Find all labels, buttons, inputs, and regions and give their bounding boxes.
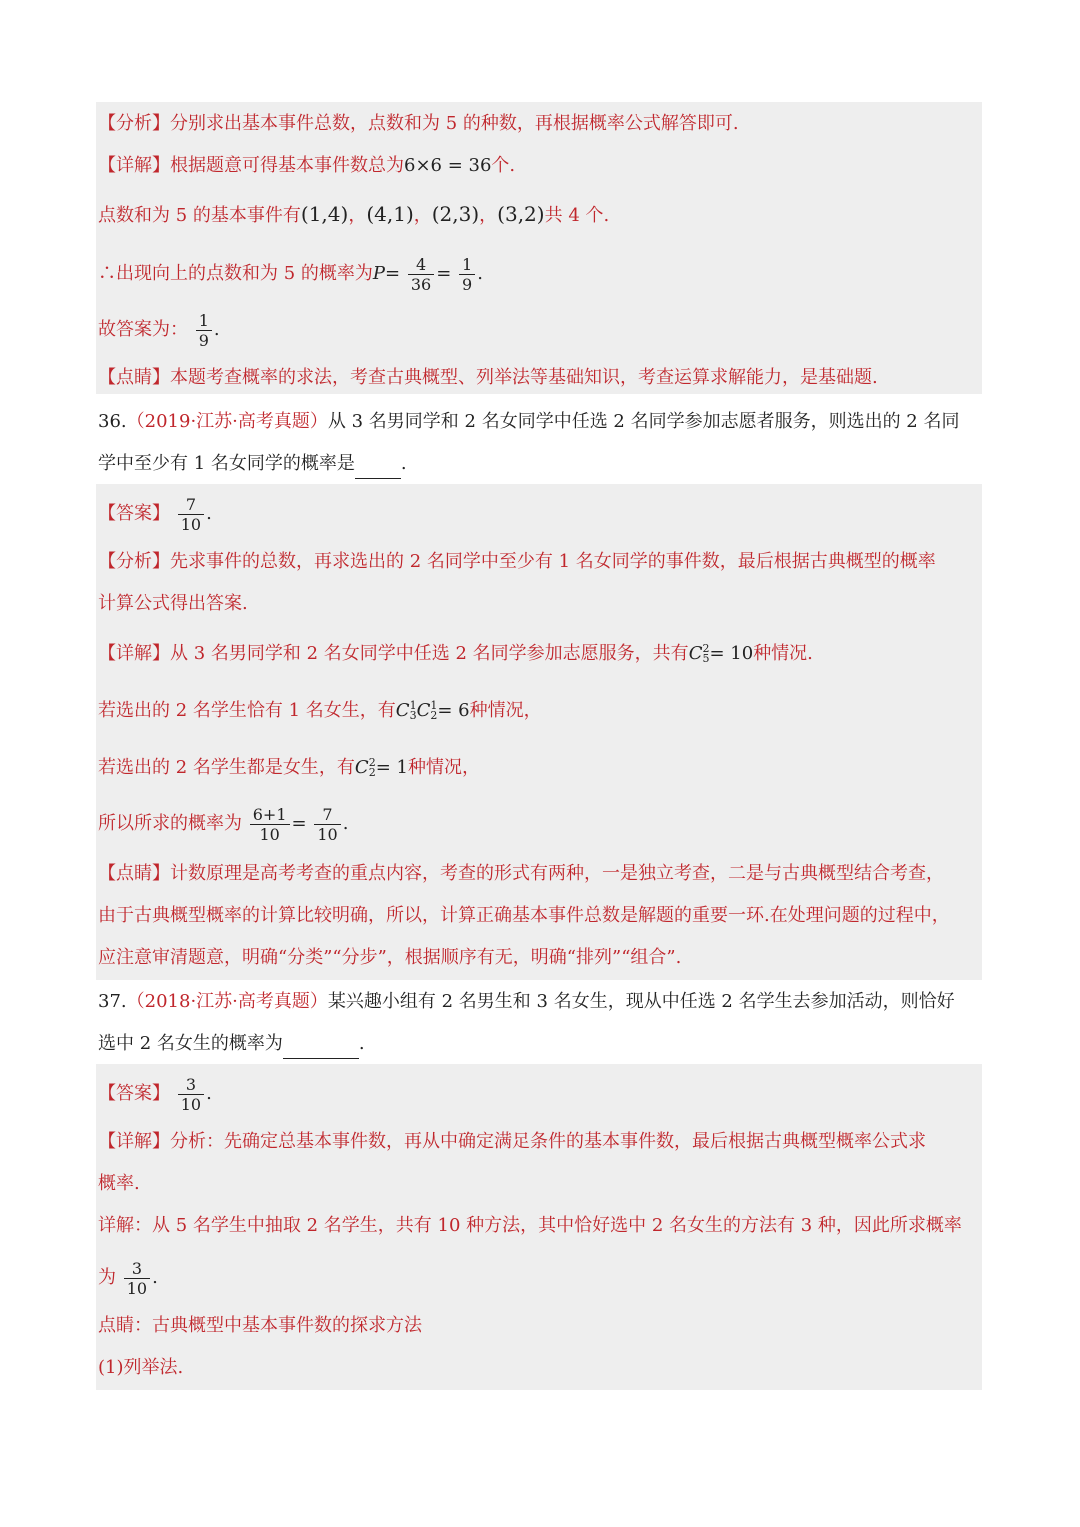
q37-detail-line1: 【详解】分析：先确定总基本事件数，再从中确定满足条件的基本事件数，最后根据古典概型概率公式求 (98, 1131, 926, 1152)
q36-stem-line2: 学中至少有 1 名女同学的概率是 . (98, 450, 978, 479)
q36-comment-line3: 应注意审清题意，明确“分类”“分步”，根据顺序有无，明确“排列”“组合”. (98, 947, 682, 968)
q35-fraction-1-9: $\frac{1}{9}$ (459, 255, 475, 294)
q35-answer-fraction: $\frac{1}{9}$ (196, 311, 212, 350)
q35-answer: 故答案为： $\frac{1}{9}$ . (98, 310, 220, 350)
q36-detail-line1: 【详解】从 3 名男同学和 2 名女同学中任选 2 名同学参加志愿服务，共有C 2 5 = 10种情况. (98, 642, 813, 665)
q35-detail-line1: 【详解】根据题意可得基本事件数总为6×6 = 36个. (98, 155, 516, 176)
q36-detail-line4: 所以所求的概率为 $\frac{6+1}{10}$ = $\frac{7}{10}$ . (98, 804, 349, 844)
q36-stem-line1: 36.（2019·江苏·高考真题）从 3 名男同学和 2 名女同学中任选 2 名同学参加志愿者服务，则选出的 2 名同 (98, 411, 960, 432)
q35-detail-line3: ∴出现向上的点数和为 5 的概率为P= $\frac{4}{36}$ = $\frac{1}{9}$ . (98, 254, 483, 294)
q36-comment-line2: 由于古典概型概率的计算比较明确，所以，计算正确基本事件总数是解题的重要一环.在处理问题的过程中， (98, 905, 950, 926)
q36-answer-blank (355, 450, 401, 479)
q36-result-fraction: $\frac{7}{10}$ (314, 805, 340, 844)
q37-result-fraction: $\frac{3}{10}$ (124, 1259, 150, 1298)
q36-answer: 【答案】 $\frac{7}{10}$ . (98, 494, 212, 534)
q35-fraction-4-36: $\frac{4}{36}$ (408, 255, 434, 294)
q37-detail-line2: 概率. (98, 1173, 140, 1194)
q37-detail-line4: 为 $\frac{3}{10}$ . (98, 1258, 158, 1298)
q37-stem-line1: 37.（2018·江苏·高考真题）某兴趣小组有 2 名男生和 3 名女生，现从中任选 2 名学生去参加活动，则恰好 (98, 991, 955, 1012)
q37-detail-line3: 详解：从 5 名学生中抽取 2 名学生，共有 10 种方法，其中恰好选中 2 名女生的方法有 3 种，因此所求概率 (98, 1215, 962, 1236)
q37-stem-line2: 选中 2 名女生的概率为 . (98, 1030, 978, 1059)
q36-detail-line3: 若选出的 2 名学生都是女生，有C 2 2 = 1种情况， (98, 756, 480, 779)
q36-probability-fraction: $\frac{6+1}{10}$ (250, 805, 290, 844)
q36-analysis-line1: 【分析】先求事件的总数，再求选出的 2 名同学中至少有 1 名女同学的事件数，最后根据古典概型的概率 (98, 551, 936, 572)
q37-answer-blank (283, 1030, 359, 1059)
q35-comment: 【点睛】本题考查概率的求法，考查古典概型、列举法等基础知识，考查运算求解能力，是基础题. (98, 367, 878, 388)
q36-detail-line2: 若选出的 2 名学生恰有 1 名女生，有C 1 3 C 1 2 = 6种情况， (98, 699, 542, 722)
q36-comment-line1: 【点睛】计数原理是高考考查的重点内容，考查的形式有两种，一是独立考查，二是与古典概型结合考查， (98, 863, 944, 884)
q37-answer: 【答案】 $\frac{3}{10}$ . (98, 1074, 212, 1114)
q35-detail-line2: 点数和为 5 的基本事件有(1,4)，(4,1)，(2,3)，(3,2)共 4 个. (98, 202, 610, 226)
q37-comment-line2: (1)列举法. (98, 1357, 184, 1378)
q36-answer-fraction: $\frac{7}{10}$ (178, 495, 204, 534)
q37-comment-line1: 点睛：古典概型中基本事件数的探求方法 (98, 1315, 422, 1336)
q37-answer-fraction: $\frac{3}{10}$ (178, 1075, 204, 1114)
q35-analysis: 【分析】分别求出基本事件总数，点数和为 5 的种数，再根据概率公式解答即可. (98, 113, 739, 134)
q36-analysis-line2: 计算公式得出答案. (98, 593, 248, 614)
